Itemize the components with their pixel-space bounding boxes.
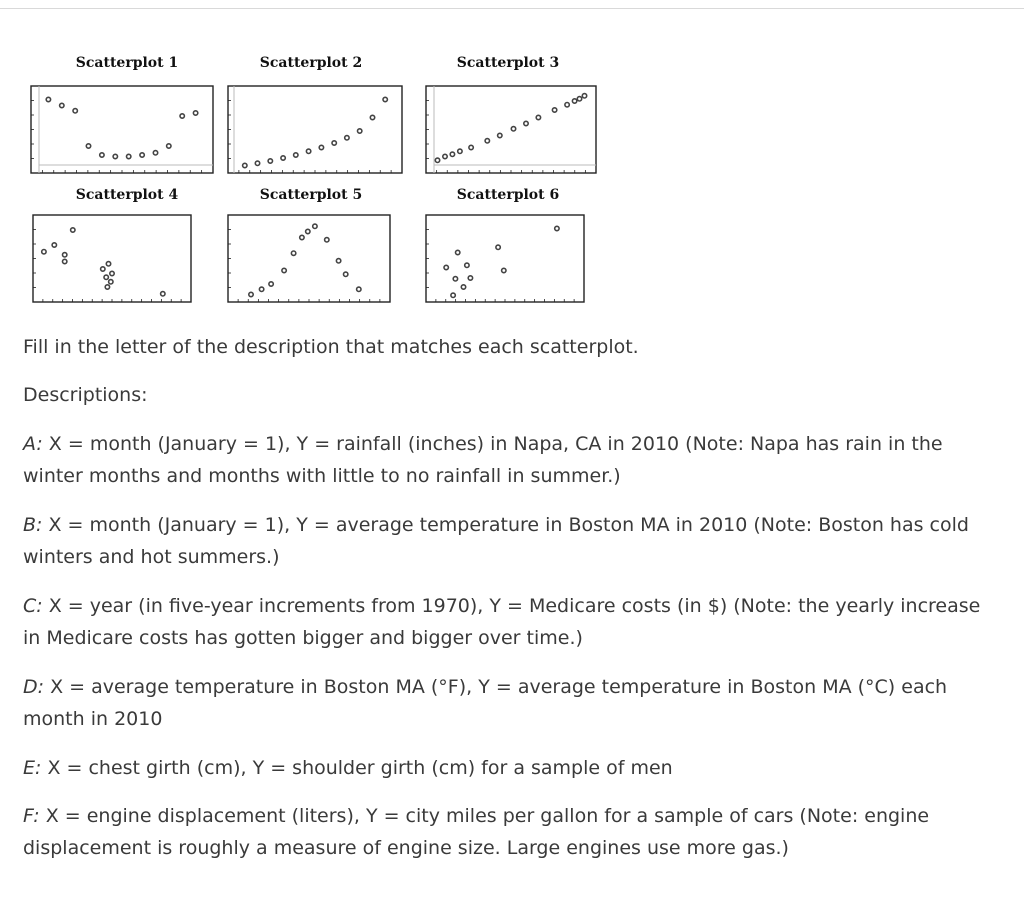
data-point: [313, 224, 317, 228]
data-point: [577, 97, 581, 101]
data-point: [465, 263, 469, 267]
data-point: [485, 139, 489, 143]
descriptions-heading: Descriptions:: [23, 384, 148, 406]
data-point: [281, 156, 285, 160]
data-point: [255, 161, 259, 165]
data-point: [345, 136, 349, 140]
data-point: [300, 235, 304, 239]
data-point: [306, 149, 310, 153]
scatterplot-5-title: Scatterplot 5: [259, 187, 363, 203]
data-point: [435, 158, 439, 162]
data-point: [370, 115, 374, 119]
description-text: X = month (January = 1), Y = average temperature in Boston MA in 2010 (Note: Boston has cold winters and hot summers.): [23, 514, 969, 568]
data-point: [167, 144, 171, 148]
data-point: [243, 163, 247, 167]
data-point: [306, 229, 310, 233]
plot-frame: [426, 215, 584, 302]
data-point: [552, 108, 556, 112]
description-text: X = average temperature in Boston MA (°F), Y = average temperature in Boston MA (°C) each month in 2010: [23, 676, 948, 730]
scatterplot-1: [29, 84, 215, 175]
data-point: [444, 265, 448, 269]
data-point: [294, 153, 298, 157]
data-point: [357, 287, 361, 291]
data-point: [536, 115, 540, 119]
description-d: [23, 671, 993, 735]
data-point: [105, 285, 109, 289]
plot-frame: [33, 215, 191, 302]
data-point: [468, 276, 472, 280]
data-point: [269, 282, 273, 286]
data-point: [443, 154, 447, 158]
instruction-text: Fill in the letter of the description that matches each scatterplot.: [23, 336, 639, 358]
description-text: X = month (January = 1), Y = rainfall (inches) in Napa, CA in 2010 (Note: Napa has rain in the winter months and months with little to no rainfall in summer.): [23, 433, 943, 487]
data-point: [565, 103, 569, 107]
data-point: [42, 250, 46, 254]
plot-frame: [228, 86, 402, 173]
data-point: [193, 111, 197, 115]
description-letter: F:: [23, 805, 40, 827]
data-point: [344, 272, 348, 276]
description-text: X = chest girth (cm), Y = shoulder girth (cm) for a sample of men: [41, 757, 673, 779]
data-point: [127, 154, 131, 158]
data-point: [456, 250, 460, 254]
data-point: [63, 253, 67, 257]
data-point: [106, 262, 110, 266]
data-point: [461, 285, 465, 289]
data-point: [511, 127, 515, 131]
scatterplot-6-title: Scatterplot 6: [456, 187, 560, 203]
description-letter: B:: [23, 514, 43, 536]
data-point: [451, 293, 455, 297]
plot-frame: [228, 215, 390, 302]
data-point: [110, 271, 114, 275]
description-f: [23, 800, 993, 864]
data-point: [52, 243, 56, 247]
data-point: [572, 99, 576, 103]
data-point: [180, 114, 184, 118]
description-letter: A:: [23, 433, 43, 455]
data-point: [161, 292, 165, 296]
data-point: [458, 149, 462, 153]
description-e: [23, 752, 993, 784]
data-point: [469, 145, 473, 149]
plot-frame: [31, 86, 213, 173]
scatterplot-5: [226, 213, 392, 304]
data-point: [100, 153, 104, 157]
data-point: [140, 153, 144, 157]
scatterplot-6: [424, 213, 586, 304]
data-point: [268, 159, 272, 163]
scatterplot-2: [226, 84, 404, 175]
data-point: [46, 97, 50, 101]
data-point: [60, 103, 64, 107]
data-point: [502, 268, 506, 272]
scatterplot-4: [31, 213, 193, 304]
data-point: [153, 151, 157, 155]
scatterplot-2-title: Scatterplot 2: [259, 55, 363, 71]
description-a: [23, 428, 993, 492]
scatterplot-4-title: Scatterplot 4: [75, 187, 179, 203]
data-point: [325, 238, 329, 242]
description-text: X = engine displacement (liters), Y = city miles per gallon for a sample of cars (Note: engine displacement is roughly a measure of engine size. Large engines use more gas.): [23, 805, 930, 859]
data-point: [71, 228, 75, 232]
data-point: [104, 275, 108, 279]
data-point: [63, 259, 67, 263]
data-point: [282, 268, 286, 272]
scatterplot-3: [424, 84, 598, 175]
data-point: [496, 245, 500, 249]
data-point: [86, 144, 90, 148]
description-b: [23, 509, 993, 573]
data-point: [555, 226, 559, 230]
description-letter: C:: [23, 595, 43, 617]
data-point: [582, 94, 586, 98]
data-point: [249, 292, 253, 296]
data-point: [73, 109, 77, 113]
scatterplot-3-title: Scatterplot 3: [456, 55, 560, 71]
data-point: [383, 97, 387, 101]
data-point: [450, 152, 454, 156]
data-point: [259, 287, 263, 291]
data-point: [453, 277, 457, 281]
data-point: [524, 121, 528, 125]
data-point: [113, 154, 117, 158]
data-point: [101, 267, 105, 271]
description-c: [23, 590, 993, 654]
data-point: [358, 129, 362, 133]
description-text: X = year (in five-year increments from 1970), Y = Medicare costs (in $) (Note: the yearly increase in Medicare costs has gotten bigger and bigger over time.): [23, 595, 981, 649]
description-letter: D:: [23, 676, 45, 698]
top-divider: [0, 8, 1024, 9]
data-point: [498, 133, 502, 137]
scatterplot-1-title: Scatterplot 1: [75, 55, 179, 71]
data-point: [332, 141, 336, 145]
data-point: [336, 259, 340, 263]
data-point: [319, 145, 323, 149]
data-point: [109, 280, 113, 284]
description-letter: E:: [23, 757, 42, 779]
data-point: [291, 251, 295, 255]
